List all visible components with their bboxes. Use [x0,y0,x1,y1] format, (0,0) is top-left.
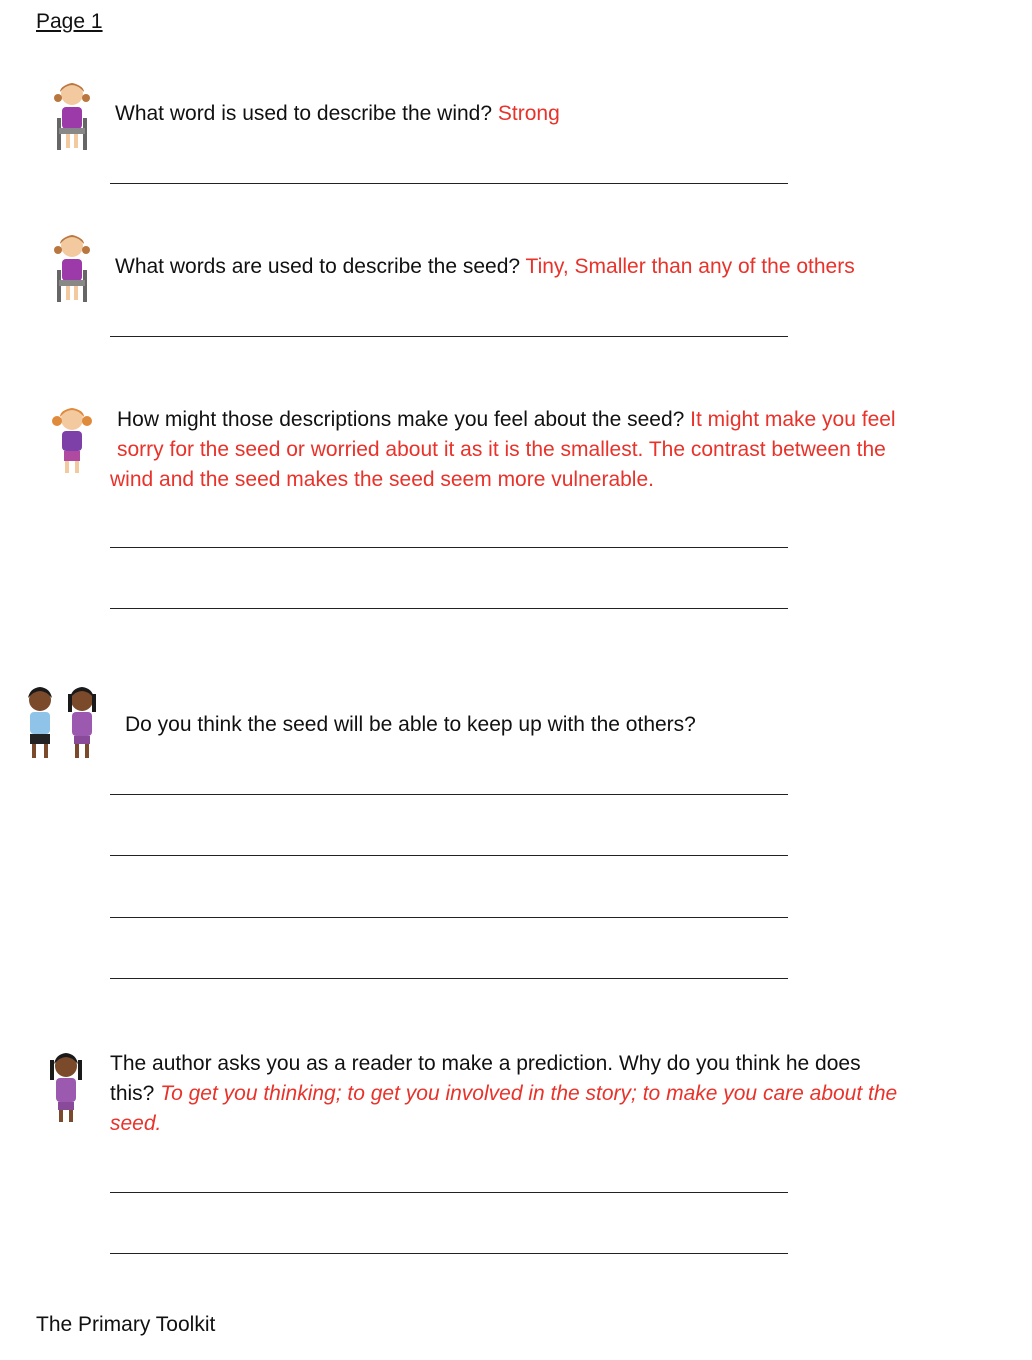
girl-pigtails-icon [50,405,94,477]
answer-line [110,917,788,918]
question-5-text-line-2: this? [110,1082,155,1105]
question-3-answer-line-2: sorry for the seed or worried about it as it is the smallest. The contrast between the [117,438,886,461]
page-label: Page 1 [36,10,103,33]
question-1 [115,99,560,129]
question-5-answer-line-2: To get you thinking; to get you involved in the story; to make you care about the [160,1082,898,1105]
answer-line [110,547,788,548]
question-2-text: What words are used to describe the seed? [115,255,521,278]
answer-line [110,183,788,184]
girl-wheelchair-icon [48,232,96,308]
question-5-answer-line-3: seed. [110,1112,162,1135]
question-3-answer-line-3: wind and the seed makes the seed seem more vulnerable. [110,468,654,491]
two-children-icon [20,684,104,764]
question-5-text-line-1: The author asks you as a reader to make a prediction. Why do you think he does [110,1052,861,1075]
answer-line [110,336,788,337]
answer-line [110,1192,788,1193]
question-1-text: What word is used to describe the wind? [115,102,493,125]
question-3-line-1 [117,405,896,435]
answer-line [110,608,788,609]
answer-line [110,978,788,979]
question-5-line-2 [110,1079,897,1109]
question-2-answer: Tiny, Smaller than any of the others [525,255,855,278]
question-3-answer-line-1: It might make you feel [690,408,896,431]
answer-line [110,794,788,795]
girl-braids-icon [44,1050,88,1126]
question-4-text: Do you think the seed will be able to keep up with the others? [125,713,696,736]
question-2 [115,252,855,282]
question-3-text: How might those descriptions make you feel about the seed? [117,408,685,431]
answer-line [110,855,788,856]
footer-text: The Primary Toolkit [36,1313,216,1336]
question-1-answer: Strong [497,102,560,125]
answer-line [110,1253,788,1254]
girl-wheelchair-icon [48,80,96,156]
